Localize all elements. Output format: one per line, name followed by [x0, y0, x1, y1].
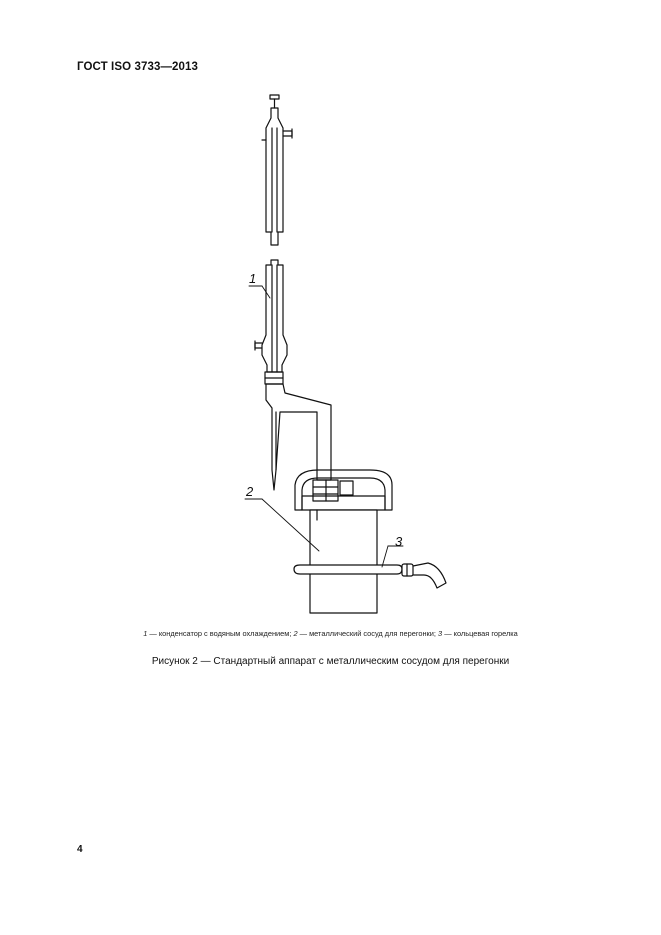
document-header: ГОСТ ISO 3733—2013: [77, 61, 199, 73]
figure-caption: Рисунок 2 — Стандартный аппарат с металлическим сосудом для перегонки: [151, 656, 510, 667]
legend-text-3: — кольцевая горелка: [442, 629, 518, 638]
upper-condenser: [262, 95, 292, 245]
page-number: 4: [77, 844, 83, 855]
legend-num-3: 3: [438, 629, 443, 638]
lower-condenser: [255, 260, 287, 384]
figure-legend: [0, 629, 661, 638]
metal-vessel: [310, 510, 377, 613]
distillation-adapter: [266, 384, 331, 490]
callout-1: 1: [249, 271, 257, 286]
legend-num-1: 1: [143, 629, 148, 638]
legend-text-1: — конденсатор с водяным охлаждением;: [147, 629, 294, 638]
legend-text-2: — металлический сосуд для перегонки;: [297, 629, 439, 638]
callout-2: 2: [246, 484, 254, 499]
callout-3: 3: [395, 534, 403, 549]
vessel-lid: [295, 470, 392, 510]
legend-num-2: 2: [293, 629, 298, 638]
